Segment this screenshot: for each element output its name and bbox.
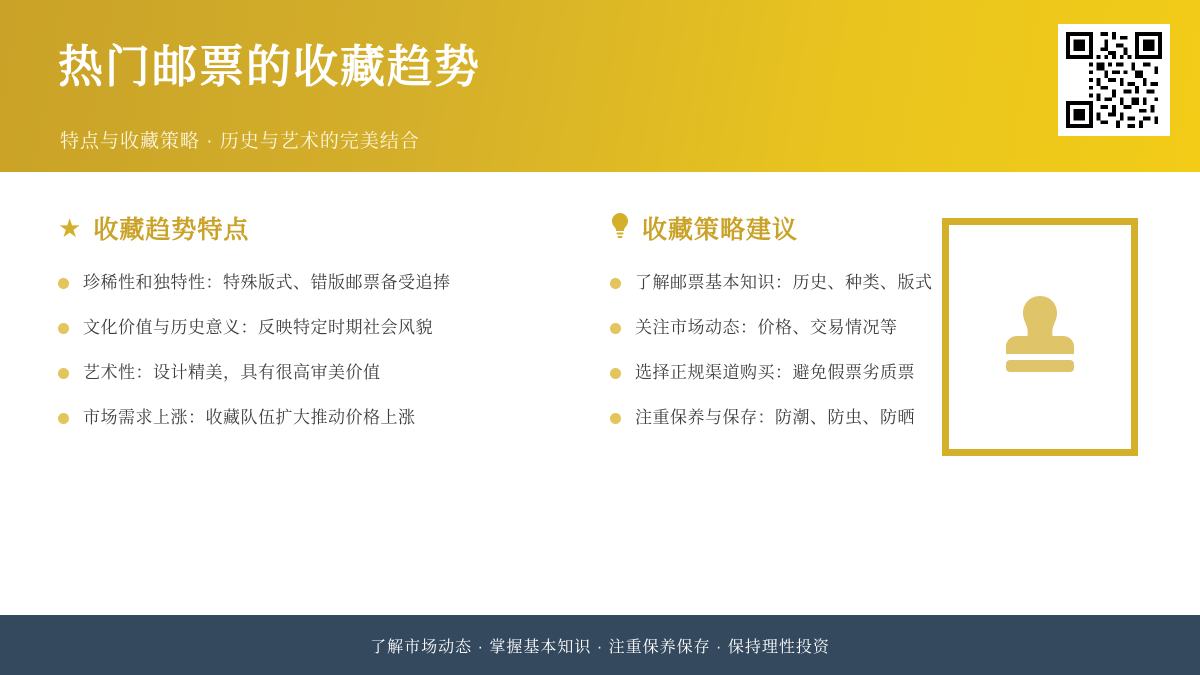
bullet-dot-icon: [610, 278, 621, 289]
list-item-text: 了解邮票基本知识：历史、种类、版式: [635, 273, 933, 292]
lightbulb-icon: [610, 213, 630, 243]
footer-text: 了解市场动态 · 掌握基本知识 · 注重保养保存 · 保持理性投资: [370, 638, 830, 656]
section-collection-trends: [58, 210, 578, 452]
bullet-dot-icon: [58, 323, 69, 334]
slide-body: [0, 172, 1200, 615]
page-subtitle: 特点与收藏策略 · 历史与艺术的完美结合: [60, 131, 420, 152]
list-item-text: 市场需求上涨：收藏队伍扩大推动价格上涨: [83, 407, 416, 427]
list-item-text: 艺术性：设计精美，具有很高审美价值: [83, 362, 381, 382]
qr-code-icon: [1058, 24, 1170, 136]
stamp-illustration: [942, 218, 1138, 456]
list-item: [58, 272, 578, 295]
slide-footer: [0, 615, 1200, 675]
list-item-text: 选择正规渠道购买：避免假票劣质票: [635, 362, 915, 382]
list-item-text: 珍稀性和独特性：特殊版式、错版邮票备受追捧: [83, 273, 451, 292]
bullet-dot-icon: [610, 413, 621, 424]
section-title-left: 收藏趋势特点: [93, 216, 250, 244]
list-item-text: 注重保养与保存：防潮、防虫、防晒: [635, 407, 915, 427]
section-title-right: 收藏策略建议: [642, 216, 799, 244]
list-item: [58, 407, 578, 430]
page-title: 热门邮票的收藏趋势: [58, 41, 482, 92]
star-icon: ★: [58, 213, 82, 243]
qr-code-graphic: [1066, 32, 1162, 128]
bullet-dot-icon: [58, 368, 69, 379]
bullet-dot-icon: [58, 278, 69, 289]
lightbulb-glyph: [610, 213, 630, 239]
section-heading-left: [58, 210, 578, 246]
slide-header: [0, 0, 1200, 172]
stamp-icon: [992, 292, 1088, 382]
list-item-text: 关注市场动态：价格、交易情况等: [635, 317, 898, 337]
trend-list: [58, 272, 578, 430]
list-item-text: 文化价值与历史意义：反映特定时期社会风貌: [83, 317, 433, 337]
bullet-dot-icon: [610, 323, 621, 334]
bullet-dot-icon: [610, 368, 621, 379]
list-item: [58, 362, 578, 385]
bullet-dot-icon: [58, 413, 69, 424]
list-item: [58, 317, 578, 340]
